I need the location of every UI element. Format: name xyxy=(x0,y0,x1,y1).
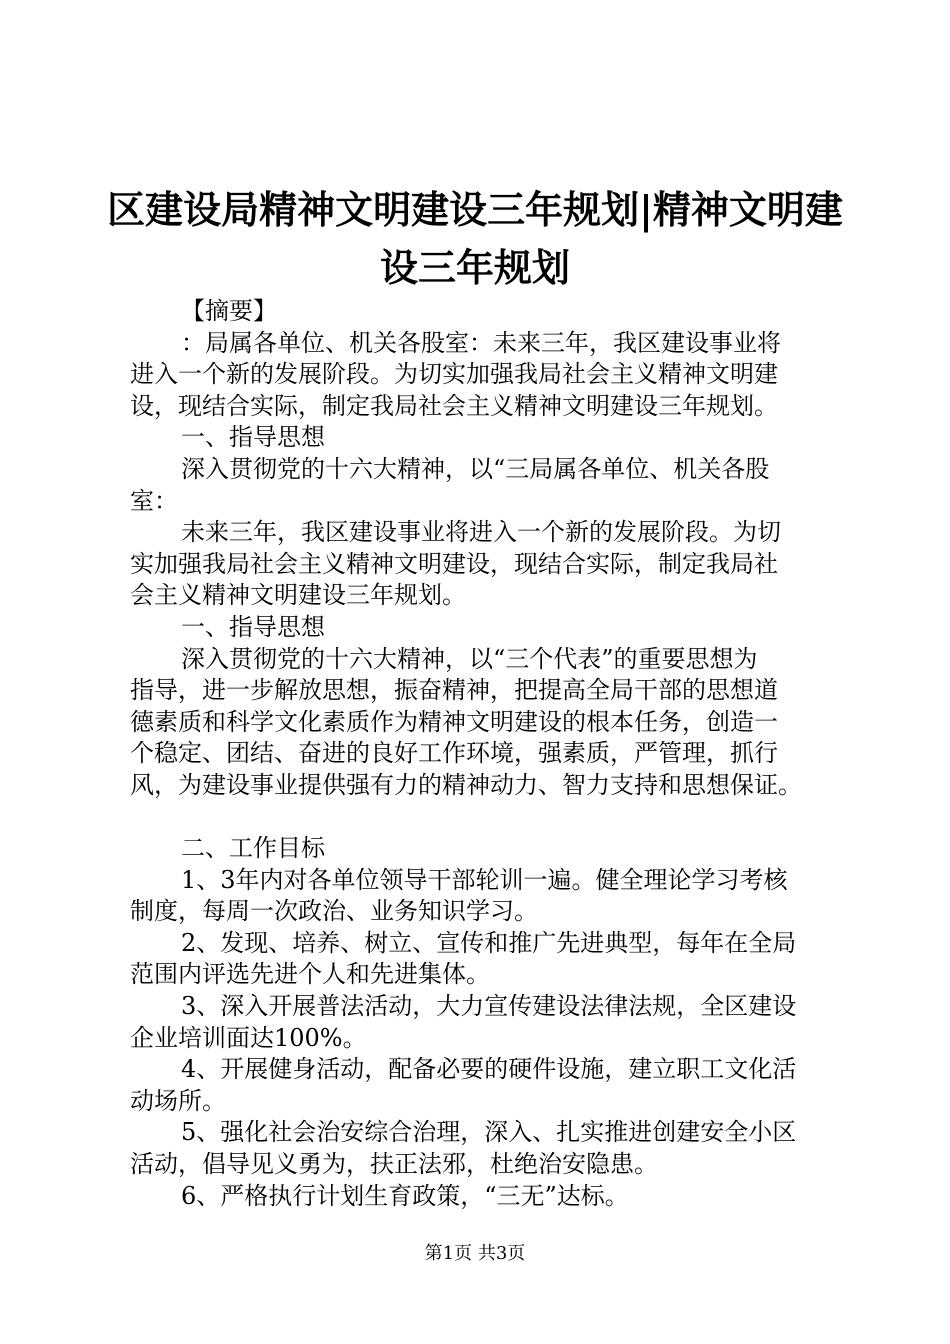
body-line: 企业培训面达100%。 xyxy=(130,1023,367,1052)
body-line: 二、工作目标 xyxy=(181,834,325,863)
document-title-line-2: 设三年规划 xyxy=(379,245,570,290)
body-line: 一、指导思想 xyxy=(181,612,325,641)
body-line: 动场所。 xyxy=(130,1086,226,1115)
body-line: 室： xyxy=(130,486,178,515)
body-line: 1、3年内对各单位领导干部轮训一遍。健全理论学习考核 xyxy=(181,865,788,894)
body-line: 5、强化社会治安综合治理，深入、扎实推进创建安全小区 xyxy=(181,1118,797,1147)
body-line: 深入贯彻党的十六大精神，以“三个代表”的重要思想为 xyxy=(181,644,758,673)
body-line: 活动，倡导见义勇为，扶正法邪，杜绝治安隐患。 xyxy=(130,1150,658,1179)
body-line: 未来三年，我区建设事业将进入一个新的发展阶段。为切 xyxy=(181,518,781,547)
body-line: 个稳定、团结、奋进的良好工作环境，强素质，严管理，抓行 xyxy=(130,739,778,768)
body-line: 德素质和科学文化素质作为精神文明建设的根本任务，创造一 xyxy=(130,707,778,736)
body-line: 2、发现、培养、树立、宣传和推广先进典型，每年在全局 xyxy=(181,928,797,957)
document-title-line-1: 区建设局精神文明建设三年规划|精神文明建 xyxy=(107,187,843,232)
body-line: 指导，进一步解放思想，振奋精神，把提高全局干部的思想道 xyxy=(130,676,778,705)
body-line: 深入贯彻党的十六大精神，以“三局属各单位、机关各股 xyxy=(181,454,770,483)
document-body xyxy=(130,296,850,1212)
body-line: 范围内评选先进个人和先进集体。 xyxy=(130,960,490,989)
body-line: 风，为建设事业提供强有力的精神动力、智力支持和思想保证。 xyxy=(130,770,802,799)
body-line: 设，现结合实际，制定我局社会主义精神文明建设三年规划。 xyxy=(130,391,778,420)
body-line: 制度，每周一次政治、业务知识学习。 xyxy=(130,897,538,926)
body-line: 实加强我局社会主义精神文明建设，现结合实际，制定我局社 xyxy=(130,549,778,578)
blank-line xyxy=(130,802,850,834)
body-line: 【摘要】 xyxy=(181,297,277,325)
body-line: 3、深入开展普法活动，大力宣传建设法律法规，全区建设 xyxy=(181,992,797,1021)
page-footer: 第1页 共3页 xyxy=(424,1243,526,1264)
body-line: ：局属各单位、机关各股室：未来三年，我区建设事业将 xyxy=(181,328,781,357)
body-line: 6、严格执行计划生育政策，“三无”达标。 xyxy=(181,1181,629,1210)
body-line: 一、指导思想 xyxy=(181,423,325,452)
body-line: 会主义精神文明建设三年规划。 xyxy=(130,581,466,610)
body-line: 进入一个新的发展阶段。为切实加强我局社会主义精神文明建 xyxy=(130,360,778,389)
body-line: 4、开展健身活动，配备必要的硬件设施，建立职工文化活 xyxy=(181,1055,797,1084)
